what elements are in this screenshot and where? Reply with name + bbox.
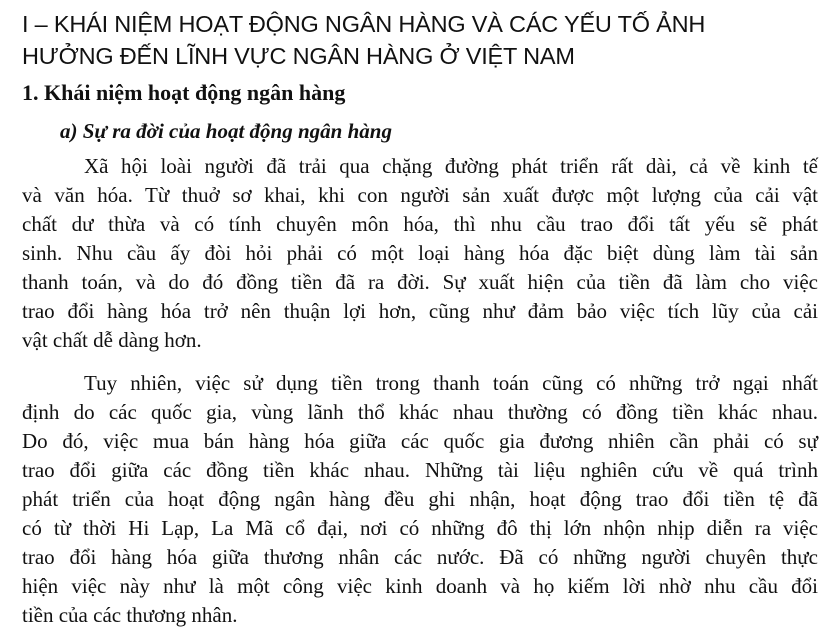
chapter-heading bbox=[22, 8, 818, 72]
paragraph-line: có từ thời Hi Lạp, La Mã cổ đại, nơi có những đô thị lớn nhộn nhịp diễn ra việc bbox=[22, 516, 818, 540]
paragraph-line: và văn hóa. Từ thuở sơ khai, khi con người sản xuất được một lượng của cải vật bbox=[22, 183, 818, 207]
paragraph-line: trao đổi hàng hóa trở nên thuận lợi hơn, cũng như đảm bảo việc tích lũy của cải bbox=[22, 299, 818, 323]
paragraph-line: Tuy nhiên, việc sử dụng tiền trong thanh toán cũng có những trở ngại nhất bbox=[84, 371, 818, 395]
paragraph-line: chất dư thừa và có tính chuyên môn hóa, thì nhu cầu trao đổi tất yếu sẽ phát bbox=[22, 212, 818, 236]
paragraph-line: tiền của các thương nhân. bbox=[22, 603, 238, 627]
paragraph bbox=[22, 369, 818, 630]
section-heading: 1. Khái niệm hoạt động ngân hàng bbox=[22, 80, 346, 105]
subsection-heading: a) Sự ra đời của hoạt động ngân hàng bbox=[60, 119, 392, 143]
paragraph-line: vật chất dễ dàng hơn. bbox=[22, 328, 202, 352]
paragraph-line: thanh toán, và do đó đồng tiền đã ra đời. Sự xuất hiện của tiền đã làm cho việc bbox=[22, 270, 818, 294]
paragraph-line: phát triển của hoạt động ngân hàng đều ghi nhận, hoạt động trao đổi tiền tệ đã bbox=[22, 487, 818, 511]
body-text bbox=[22, 152, 818, 630]
paragraph bbox=[22, 152, 818, 355]
chapter-heading-line: HƯỞNG ĐẾN LĨNH VỰC NGÂN HÀNG Ở VIỆT NAM bbox=[22, 43, 575, 69]
paragraph-line: Do đó, việc mua bán hàng hóa giữa các quốc gia đương nhiên cần phải có sự bbox=[22, 429, 818, 453]
paragraph-line: trao đổi hàng hóa giữa thương nhân các nước. Đã có những người chuyên thực bbox=[22, 545, 818, 569]
paragraph-line: hiện việc này như là một công việc kinh doanh và họ kiếm lời nhờ nhu cầu đổi bbox=[22, 574, 818, 598]
paragraph-line: trao đổi giữa các đồng tiền khác nhau. Những tài liệu nghiên cứu về quá trình bbox=[22, 458, 818, 482]
paragraph-line: sinh. Nhu cầu ấy đòi hỏi phải có một loại hàng hóa đặc biệt dùng làm tài sản bbox=[22, 241, 818, 265]
chapter-heading-line: I – KHÁI NIỆM HOẠT ĐỘNG NGÂN HÀNG VÀ CÁC YẾU TỐ ẢNH bbox=[22, 11, 706, 37]
paragraph-line: định do các quốc gia, vùng lãnh thổ khác nhau thường có đồng tiền khác nhau. bbox=[22, 400, 818, 424]
paragraph-line: Xã hội loài người đã trải qua chặng đường phát triển rất dài, cả về kinh tế bbox=[84, 154, 818, 178]
